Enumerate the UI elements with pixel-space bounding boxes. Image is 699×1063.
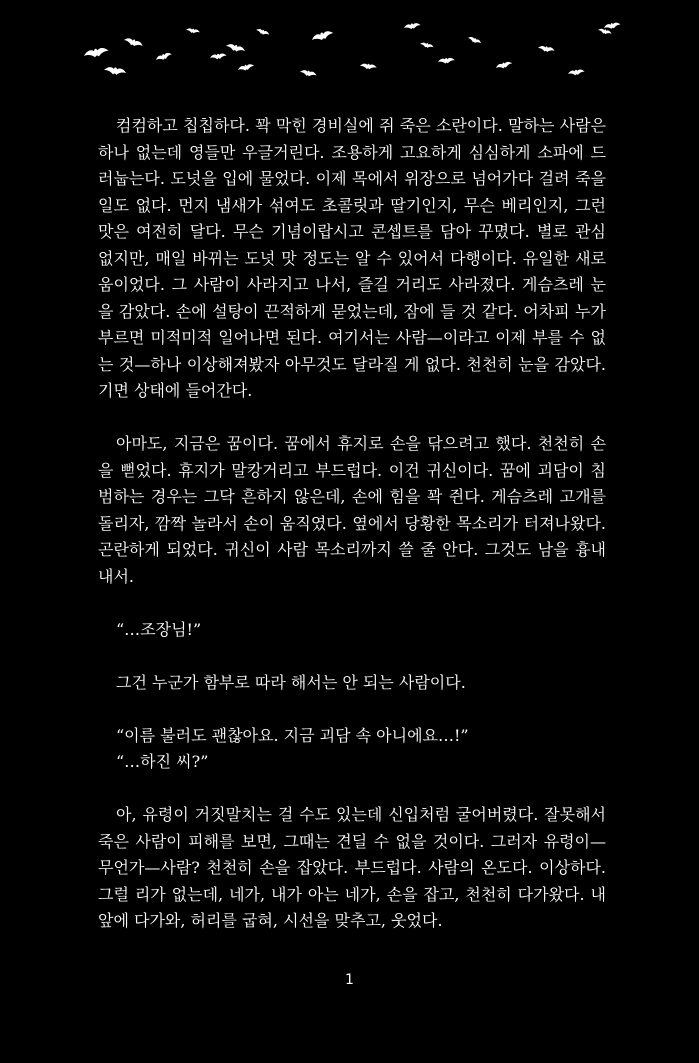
paragraph-3: 그건 누군가 함부로 따라 해서는 안 되는 사람이다.: [116, 672, 466, 692]
paragraph-1: 컴컴하고 칩칩하다. 꽉 막힌 경비실에 쥐 죽은 소란이다. 말하는 사람은 하나 없는데 영들만 우글거린다. 조용하게 고요하게 심심하게 소파에 드러눕는다. 도넛을 입에 물었다. 이제 목에서 위장으로 넘어가다 걸려 죽을 일도 없다. 먼지 냄새가 섞여도 초콜릿과 딸기인지, 무슨 베리인지, 그런 맛은 여전히 달다. 무슨 기념이랍시고 콘셉트를 담아 꾸몄다. 별로 관심 없지만, 매일 바뀌는 도넛 맛 정도는 알 수 있어서 다행이다. 유일한 새로움이었다. 그 사람이 사라지고 나서, 즐길 거리도 사라졌다. 게슴츠레 눈을 감았다. 손에 설탕이 끈적하게 묻었는데, 잠에 들 것 같다. 어차피 누가 부르면 미적미적 일어나면 된다. 여기서는 사람—이라고 이제 부를 수 없는 것—하나 이상해져봤자 아무것도 달라질 게 없다. 천천히 눈을 감았다. 기면 상태에 들어간다.: [98, 116, 606, 400]
flying-bats-icon: [0, 0, 699, 95]
paragraph-2: 아마도, 지금은 꿈이다. 꿈에서 휴지로 손을 닦으려고 했다. 천천히 손을 뻗었다. 휴지가 말캉거리고 부드럽다. 이건 귀신이다. 꿈에 괴담이 침범하는 경우는 그닥 흔하지 않은데, 손에 힘을 꽉 쥔다. 게슴츠레 고개를 돌리자, 깜짝 놀라서 손이 움직였다. 옆에서 당황한 목소리가 터져나왔다. 곤란하게 되었다. 귀신이 사람 목소리까지 쓸 줄 안다. 그것도 남을 흉내 내서.: [98, 434, 606, 586]
paragraph-4: 아, 유령이 거짓말치는 걸 수도 있는데 신입처럼 굴어버렸다. 잘못해서 죽은 사람이 피해를 보면, 그때는 견딜 수 없을 것이다. 그러자 유령이—무언가—사람? 천천히 손을 잡았다. 부드럽다. 사람의 온도다. 이상하다. 그럴 리가 없는데, 네가, 내가 아는 네가, 손을 잡고, 천천히 다가왔다. 내 앞에 다가와, 허리를 굽혀, 시선을 맞추고, 웃었다.: [98, 805, 606, 930]
dialogue-line-3: “…하진 씨?”: [116, 752, 209, 771]
dialogue-line-2: “이름 불러도 괜찮아요. 지금 괴담 속 아니에요…!”: [116, 725, 469, 745]
dialogue-line-1: “…조장님!”: [116, 619, 202, 639]
document-body: [98, 113, 606, 935]
page-number: 1: [345, 972, 354, 988]
